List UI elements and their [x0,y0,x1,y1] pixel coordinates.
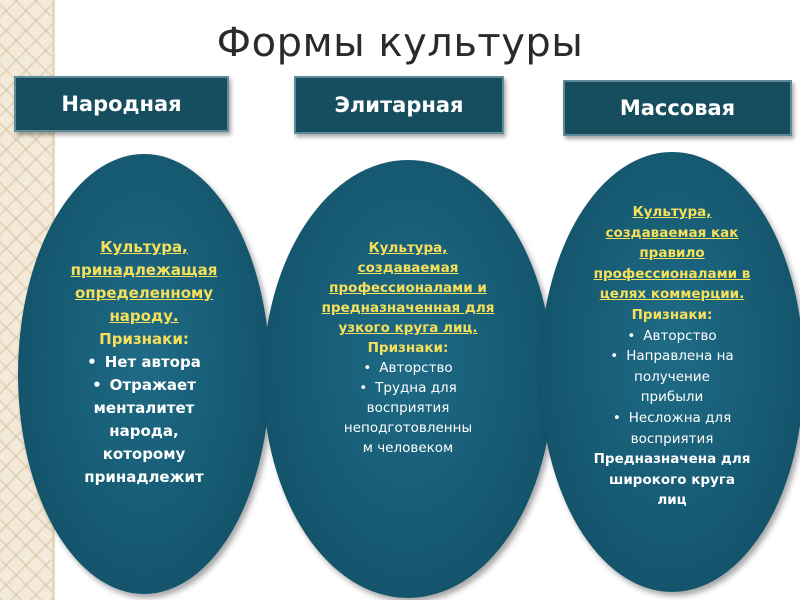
note-line: широкого круга [609,471,735,488]
bullet-line: принадлежит [84,468,204,486]
signs-list [300,358,516,458]
definition-line: Культура, [632,204,712,220]
bullet-icon: • [612,409,621,426]
bullet-icon: • [363,360,372,376]
definition-line: профессионалами и [329,280,487,296]
definition-line: создаваемая [357,260,459,276]
bullet-line: менталитет [93,399,195,417]
bullet-line: народа, [109,422,179,440]
category-label-folk: Народная [61,92,182,116]
signs-label: Признаки: [367,340,449,356]
note-line: лиц [657,492,687,509]
bullet-line: которому [102,445,186,463]
bullet-line: Нет автора [104,353,201,371]
mass-description [566,202,778,511]
bullet-icon: • [627,327,636,344]
bullet-line: м человеком [362,440,454,456]
bullet-line: Отражает [109,376,196,394]
definition-line: Культура, [368,240,448,256]
list-item [566,326,778,347]
note-line: Предназначена для [593,451,751,468]
bullet-line: Авторство [643,327,717,344]
list-item [300,358,516,378]
bullet-line: восприятия [366,400,450,416]
folk-definition [40,236,248,328]
mass-definition [566,202,778,305]
signs-label: Признаки: [631,306,713,323]
bullet-icon: • [359,380,368,396]
folk-description [40,236,248,489]
category-label-elite: Элитарная [334,93,464,117]
bullet-line: Направлена на [626,348,734,365]
bullet-icon: • [92,376,102,394]
definition-line: Культура, [100,238,188,256]
list-item [40,351,248,374]
signs-list [566,326,778,450]
definition-line: узкого круга лиц. [338,320,478,336]
signs-label: Признаки: [99,330,189,348]
bullet-icon: • [87,353,97,371]
list-item [300,378,516,458]
definition-line: правило [639,245,705,262]
definition-line: определенному [74,284,214,302]
bullet-icon: • [610,348,619,365]
elite-definition [300,238,516,338]
list-item [40,374,248,489]
signs-list [40,351,248,489]
elite-description [300,238,516,458]
bullet-line: получение [634,368,710,385]
category-box-elite [294,76,504,134]
definition-line: целях коммерции. [599,286,745,303]
bullet-line: Авторство [379,360,453,376]
definition-line: народу. [109,307,179,325]
mass-audience-note [566,449,778,511]
bullet-line: Трудна для [375,380,457,396]
definition-line: профессионалами в [593,265,751,282]
page-title: Формы культуры [216,20,584,66]
list-item [566,346,778,408]
definition-line: принадлежащая [70,261,218,279]
bullet-line: прибыли [640,389,704,406]
category-box-folk [14,76,229,132]
list-item [566,408,778,449]
definition-line: создаваемая как [605,224,739,241]
category-box-mass [563,80,792,136]
bullet-line: Несложна для [628,409,732,426]
category-label-mass: Массовая [619,96,736,120]
definition-line: предназначенная для [321,300,495,316]
bullet-line: неподготовленны [343,420,473,436]
bullet-line: восприятия [630,430,714,447]
